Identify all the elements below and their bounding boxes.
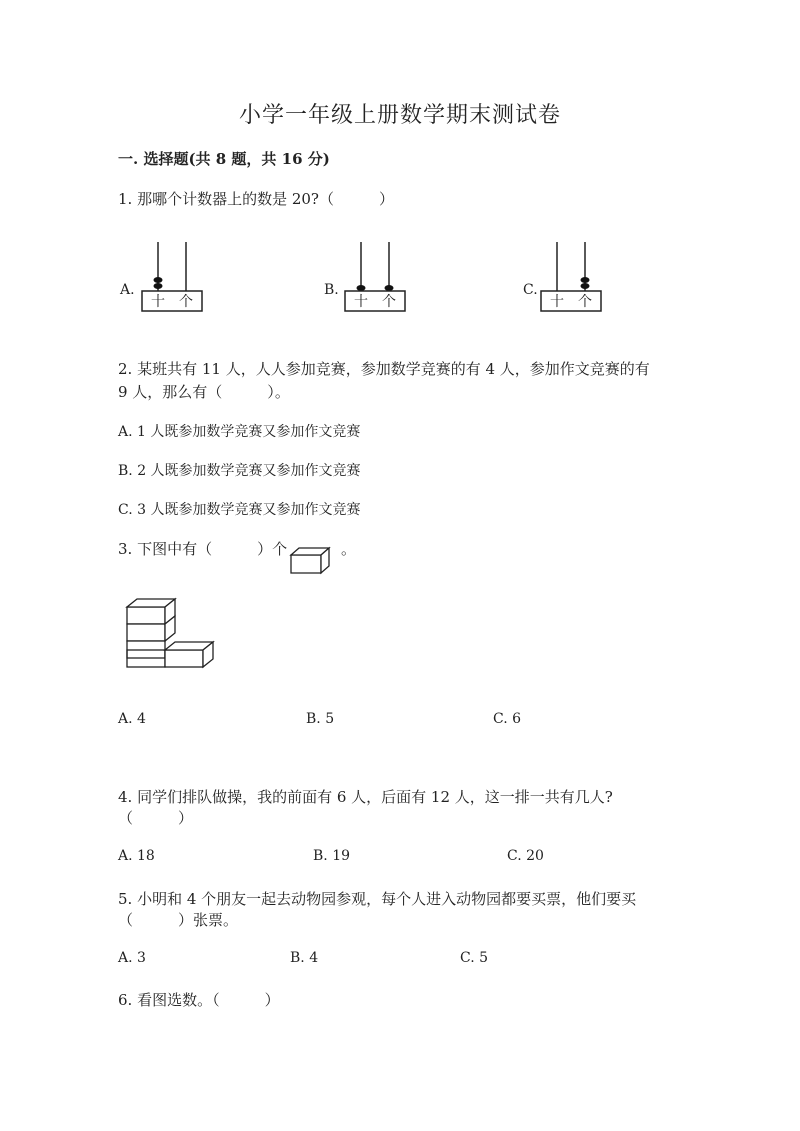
q3-option-a: A. 4 [118,711,146,727]
abacus-counter-c [539,240,603,315]
ones-label: 个 [179,294,193,310]
abacus-counter-a [140,240,204,315]
q5-option-b: B. 4 [290,950,319,966]
tens-label: 十 [550,294,564,310]
q5-option-a: A. 3 [118,950,146,966]
bead [154,277,163,283]
single-cuboid-figure [289,547,333,575]
ones-label: 个 [382,294,396,310]
q4-option-a: A. 18 [118,848,155,864]
ones-label: 个 [578,294,592,310]
q2-option-c: C. 3 人既参加数学竞赛又参加作文竞赛 [118,502,361,518]
abacus-counter-b [343,240,407,315]
q3-option-b: B. 5 [306,711,335,727]
q1-option-a-label: A. [120,282,135,298]
tens-label: 十 [151,294,165,310]
section-heading: 一. 选择题(共 8 题，共 16 分) [118,150,330,168]
q1-option-c-label: C. [523,282,538,298]
bead [581,277,590,283]
page-title: 小学一年级上册数学期末测试卷 [238,103,561,128]
question-4-stem-line-1: 4. 同学们排队做操，我的前面有 6 人，后面有 12 人，这一排一共有几人? [118,788,613,806]
question-2-stem-line-1: 2. 某班共有 11 人，人人参加竞赛，参加数学竞赛的有 4 人，参加作文竞赛的有 [118,360,650,378]
q2-option-a: A. 1 人既参加数学竞赛又参加作文竞赛 [118,424,361,440]
q1-option-b-label: B. [324,282,339,298]
q2-option-b: B. 2 人既参加数学竞赛又参加作文竞赛 [118,463,361,479]
question-3-stem: 3. 下图中有（ ）个 [118,540,288,558]
stacked-cuboids-figure [125,597,217,669]
q3-option-c: C. 6 [493,711,522,727]
bead [357,285,366,291]
q4-option-b: B. 19 [313,848,351,864]
tens-label: 十 [354,294,368,310]
bead [385,285,394,291]
bead [581,283,590,289]
question-3-stem-end: 。 [341,540,357,558]
q5-option-c: C. 5 [460,950,489,966]
question-5-stem-line-2: （ ）张票。 [118,911,239,929]
q4-option-c: C. 20 [507,848,544,864]
question-1-stem: 1. 那哪个计数器上的数是 20?（ ） [118,190,394,208]
question-2-stem-line-2: 9 人，那么有（ ）。 [118,383,290,401]
question-4-stem-line-2: （ ） [118,809,194,827]
question-6-stem: 6. 看图选数。（ ） [118,991,280,1009]
bead [154,283,163,289]
question-5-stem-line-1: 5. 小明和 4 个朋友一起去动物园参观，每个人进入动物园都要买票，他们要买 [118,890,637,908]
